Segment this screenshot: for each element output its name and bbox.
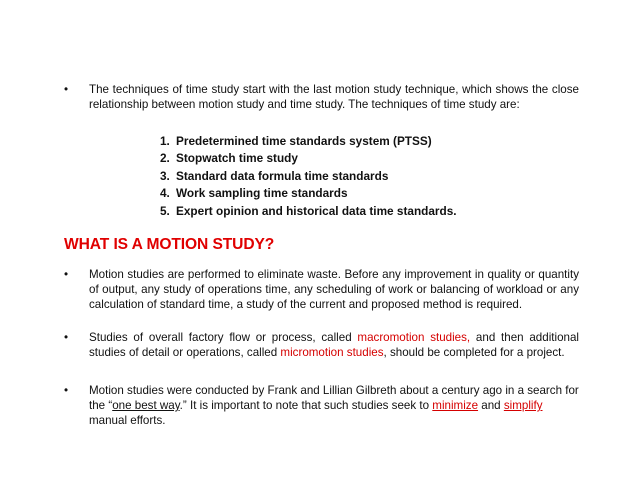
list-item — [160, 185, 457, 202]
list-label: Stopwatch time study — [176, 151, 298, 166]
techniques-list — [160, 133, 457, 220]
motion-bullet-1 — [64, 267, 579, 313]
list-number: 5. — [160, 203, 170, 218]
bullet-dot: • — [64, 384, 69, 397]
bullet-dot: • — [64, 268, 69, 281]
text-run: .” It is important to note that such studies seek to — [179, 399, 433, 413]
list-item — [160, 168, 457, 185]
text-run: and — [478, 399, 504, 413]
text-run: and then additional studies of detail or operations, called — [89, 331, 579, 360]
list-label: Predetermined time standards system (PTSS) — [176, 134, 432, 148]
text-run: , should be completed for a project. — [383, 346, 565, 360]
bullet-1-text: Motion studies are performed to eliminate waste. Before any improvement in quality or quantity of output, any study of operations time, any scheduling of work or balancing of workload or any calculation of standard time, a study of the current and proposed method is required. — [89, 268, 579, 312]
text-run: Motion studies were conducted by Frank and Lillian Gilbreth about a century ago in a search for the “ — [89, 384, 579, 413]
list-number: 1. — [160, 134, 170, 148]
motion-bullet-3 — [64, 383, 579, 429]
list-label: Expert opinion and historical data time standards. — [176, 203, 457, 218]
bullet-dot: • — [64, 331, 69, 344]
list-label: Standard data formula time standards — [176, 168, 389, 183]
macromotion-term: macromotion studies, — [357, 331, 471, 344]
intro-text: The techniques of time study start with the last motion study technique, which shows the close relationship between motion study and time study. The techniques of time study are: — [89, 83, 579, 112]
simplify-term: simplify — [503, 399, 543, 413]
one-best-way-term: one best way — [112, 399, 180, 413]
bullet-3-text — [89, 383, 579, 429]
list-item — [160, 150, 457, 167]
bullet-dot: • — [64, 83, 69, 96]
list-number: 2. — [160, 151, 170, 166]
list-item — [160, 133, 457, 150]
text-run: Studies of overall factory flow or process, called — [89, 331, 358, 344]
section-heading: WHAT IS A MOTION STUDY? — [64, 236, 275, 253]
list-number: 3. — [160, 168, 170, 183]
micromotion-term: micromotion studies — [280, 346, 384, 360]
bullet-2-text — [89, 330, 579, 360]
list-number: 4. — [160, 186, 170, 201]
list-item — [160, 203, 457, 220]
motion-bullet-2 — [64, 330, 579, 360]
text-run: manual efforts. — [89, 414, 166, 428]
intro-bullet — [64, 82, 579, 112]
minimize-term: minimize — [432, 399, 479, 413]
list-label: Work sampling time standards — [176, 186, 348, 201]
